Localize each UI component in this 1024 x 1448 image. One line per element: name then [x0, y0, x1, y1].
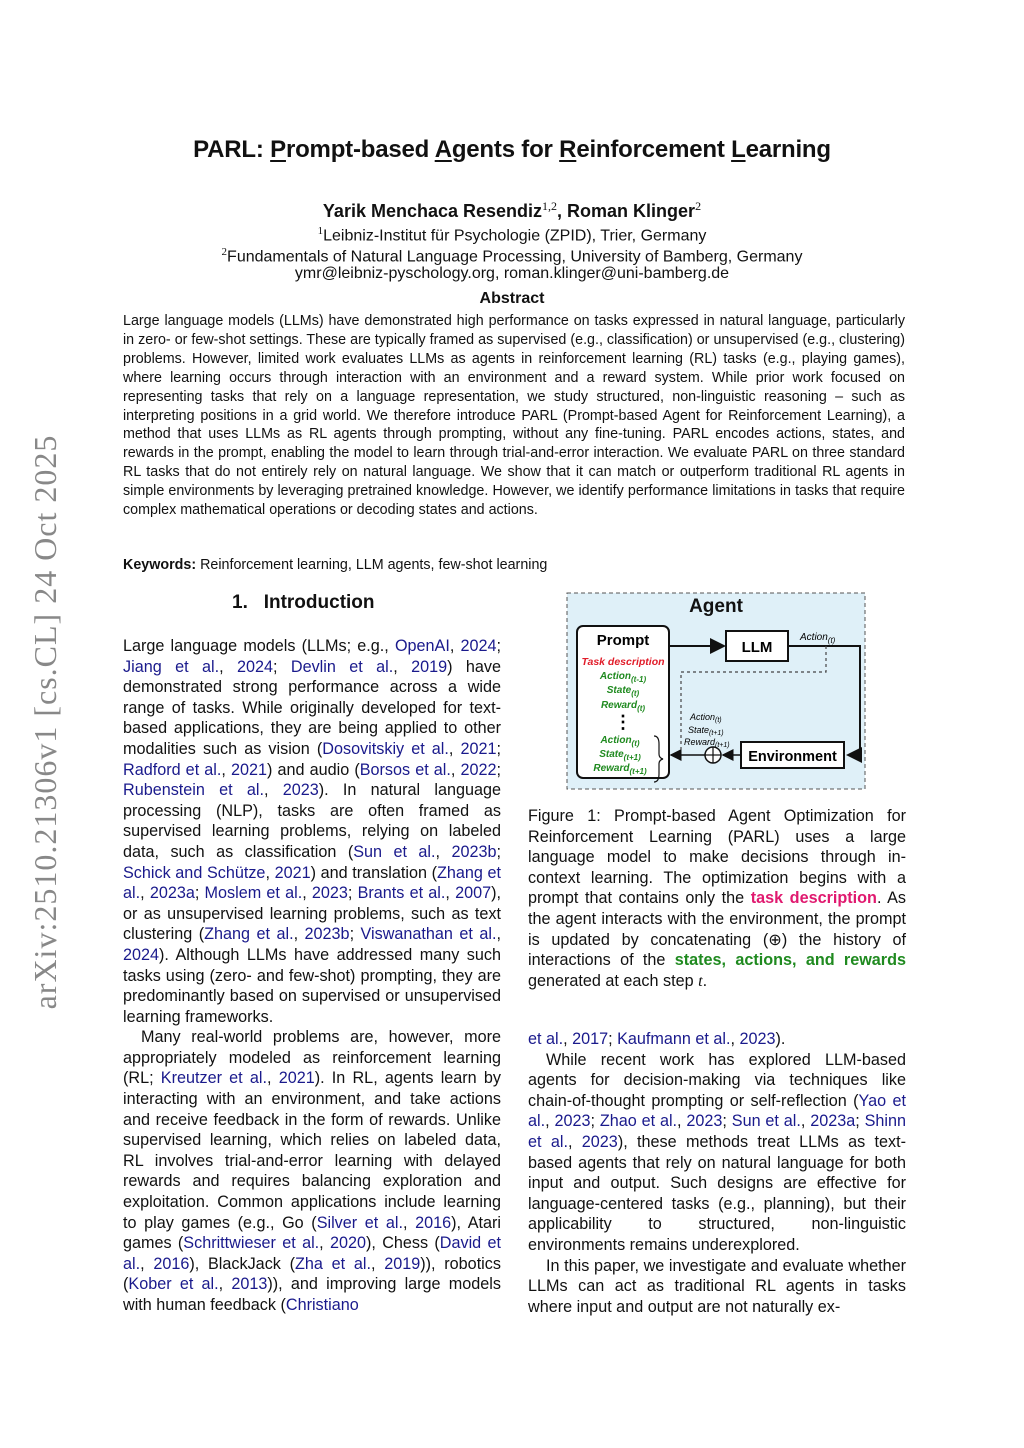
citation-link[interactable]: 2021: [278, 1069, 315, 1088]
body-text: ;: [590, 1112, 600, 1131]
body-text: ,: [445, 884, 456, 903]
citation-link[interactable]: Devlin et al.: [290, 657, 394, 676]
citation-link[interactable]: 2023: [686, 1112, 723, 1131]
body-text: ;: [347, 884, 358, 903]
title-initial-r: R: [559, 136, 577, 163]
feedback-reward: Reward$_{(t+1)}$: [684, 737, 730, 749]
section-number: 1.: [232, 592, 248, 613]
task-description-label: Task description: [581, 656, 665, 668]
prompt-reward-next: Reward$_{(t+1)}$: [593, 763, 647, 776]
title-word: rompt-based: [285, 136, 435, 163]
caption-step-variable: t: [698, 971, 703, 990]
body-text: ), Chess (: [366, 1234, 440, 1253]
prompt-label: Prompt: [596, 632, 650, 649]
citation-link[interactable]: 2023b: [451, 842, 497, 861]
body-text: ;: [855, 1112, 865, 1131]
feedback-state: State$_{(t+1)}$: [688, 725, 724, 737]
body-text: ;: [496, 760, 502, 779]
citation-link[interactable]: Rubenstein et al.: [123, 781, 264, 800]
citation-link[interactable]: 2016: [153, 1254, 190, 1273]
intro-left-column: [123, 636, 501, 1316]
title-initial-l: L: [731, 136, 746, 163]
citation-link[interactable]: 2021: [274, 863, 311, 882]
citation-link[interactable]: Brants et al.: [357, 884, 446, 903]
citation-link[interactable]: Radford et al.: [123, 760, 222, 779]
citation-link[interactable]: Kreutzer et al.: [160, 1069, 267, 1088]
body-text: ,: [435, 842, 452, 861]
author-emails: ymr@leibniz-pyschology.org, roman.klinger@uni-bamberg.de: [294, 265, 730, 282]
body-text: ), or as unsupervised learning problems, such as text clustering (: [123, 884, 501, 944]
author-affil-sup: 2: [695, 199, 702, 213]
body-text: ,: [496, 925, 501, 944]
citation-link[interactable]: Sun et al.: [731, 1112, 801, 1131]
citation-link[interactable]: 2023: [554, 1112, 591, 1131]
body-text: ;: [349, 925, 361, 944]
title-word: gents for: [451, 136, 560, 163]
figure-1-diagram: [566, 592, 866, 790]
citation-link[interactable]: 2019: [411, 657, 448, 676]
citation-link[interactable]: 2023a: [149, 884, 195, 903]
body-text: )), and improving large models with human feedback (: [123, 1275, 501, 1314]
body-text: ) and audio (: [267, 760, 360, 779]
paper-title: [100, 136, 924, 164]
citation-link[interactable]: 2023: [739, 1030, 776, 1048]
intro-paragraph-1: [123, 636, 501, 1027]
body-text: In this paper, we investigate and evaluate whether LLMs can act as traditional RL agents in tasks where input and output are not naturally ex-: [528, 1256, 906, 1316]
intro-right-column: [528, 1029, 906, 1317]
intro-paragraph-2-cont: [528, 1029, 906, 1050]
body-text: ).: [775, 1030, 786, 1048]
intro-paragraph-2: [123, 1027, 501, 1315]
caption-end: .: [702, 971, 708, 990]
body-text: ,: [730, 1030, 740, 1048]
citation-link[interactable]: 2022: [460, 760, 497, 779]
body-text: ,: [293, 925, 305, 944]
citation-link[interactable]: et al.: [528, 1030, 564, 1048]
citation-link[interactable]: Yao et al.: [528, 1091, 906, 1131]
caption-text: generated at each step: [528, 971, 699, 990]
citation-link[interactable]: David et al.: [123, 1234, 501, 1273]
citation-link[interactable]: Zha et al.: [295, 1254, 371, 1273]
arxiv-identifier: arXiv:2510.21306v1 [cs.CL] 24 Oct 2025: [27, 434, 63, 1010]
caption-highlight-history: states, actions, and rewards: [674, 951, 906, 970]
body-text: ,: [402, 1213, 416, 1232]
figure-1-caption: [528, 806, 906, 991]
citation-link[interactable]: Borsos et al.: [359, 760, 451, 779]
citation-link[interactable]: Christiano: [285, 1296, 359, 1314]
prompt-state-t: State$_{(t)}$: [606, 685, 640, 698]
author-separator: ,: [557, 201, 568, 221]
body-text: ) and translation (: [310, 863, 437, 882]
citation-link[interactable]: Moslem et al.: [204, 884, 303, 903]
body-text: ;: [272, 657, 291, 676]
citation-link[interactable]: Sun et al.: [353, 842, 436, 861]
body-text: ), BlackJack (: [189, 1254, 296, 1273]
environment-label: Environment: [748, 749, 837, 765]
body-text: ,: [677, 1112, 687, 1131]
body-text: ,: [545, 1112, 555, 1131]
llm-action-label: Action$_{(t)}$: [800, 632, 836, 645]
body-text: ,: [140, 1254, 154, 1273]
intro-paragraph-4: [528, 1256, 906, 1318]
author-name: Yarik Menchaca Resendiz: [322, 201, 543, 221]
body-text: ,: [265, 863, 275, 882]
citation-link[interactable]: Jiang et al.: [123, 657, 220, 676]
body-text: ,: [221, 760, 231, 779]
body-text: ;: [722, 1112, 732, 1131]
citation-link[interactable]: 2023: [282, 781, 319, 800]
citation-link[interactable]: Viswanathan et al.: [360, 925, 497, 944]
body-text: ;: [608, 1030, 618, 1048]
citation-link[interactable]: Silver et al.: [316, 1213, 403, 1232]
citation-link[interactable]: Dosovitskiy et al.: [322, 739, 449, 758]
citation-link[interactable]: Zhang et al.: [123, 863, 502, 903]
title-word: earning: [745, 136, 831, 163]
citation-link[interactable]: 2016: [415, 1213, 452, 1232]
citation-link[interactable]: Schrittwieser et al.: [183, 1234, 320, 1253]
citation-link[interactable]: Zhang et al.: [204, 925, 294, 944]
citation-link[interactable]: 2023: [311, 884, 348, 903]
prompt-action-t: Action$_{(t)}$: [600, 735, 640, 748]
author-affil-sup: 1,2: [542, 199, 558, 213]
body-text: ;: [496, 739, 502, 758]
citation-link[interactable]: 2013: [231, 1275, 268, 1294]
body-text: ,: [567, 1132, 582, 1151]
abstract-heading: Abstract: [479, 290, 545, 307]
caption-text: . As the agent interacts with the environment, the prompt is updated by concatenating (⊕) the history of interactions of the: [528, 889, 906, 970]
prompt-state-next: State$_{(t+1)}$: [599, 749, 641, 762]
prompt-ellipsis: ⋮: [614, 712, 632, 732]
body-text: )), robotics (: [123, 1254, 501, 1294]
body-text: ,: [393, 657, 412, 676]
body-text: ). In RL, agents learn by interacting with an environment, and take actions and receive feedback in the form of rewards. Unlike supervised learning, which relies on labeled data, RL involves trial-and-error learning with delayed rewards and requires balancing exploration and exploitation. Common applications include learning to play games (e.g., Go (: [123, 1069, 501, 1232]
body-text: ,: [218, 1275, 232, 1294]
caption-highlight-task: task description: [750, 889, 877, 908]
citation-link[interactable]: 2020: [329, 1234, 366, 1253]
intro-paragraph-3: [528, 1050, 906, 1256]
body-text: ,: [219, 657, 237, 676]
agent-label: Agent: [689, 596, 743, 617]
body-text: ,: [450, 760, 461, 779]
body-text: ). In natural language processing (NLP), tasks are often framed as supervised learning problems, relying on labeled data, such as classification (: [123, 781, 501, 861]
affil-text: Leibniz-Institut für Psychologie (ZPID), Trier, Germany: [323, 227, 707, 245]
citation-link[interactable]: 2024: [460, 637, 497, 655]
citation-link[interactable]: 2023: [581, 1132, 618, 1151]
citation-link[interactable]: Zhao et al.: [599, 1112, 678, 1131]
body-text: ;: [194, 884, 205, 903]
body-text: ,: [140, 884, 150, 903]
citation-link[interactable]: 2021: [231, 760, 268, 779]
citation-link[interactable]: 2021: [460, 739, 497, 758]
body-text: Many real-world problems are, however, more appropriately modeled as reinforcement learning (RL;: [123, 1028, 501, 1088]
body-text: ), these methods treat LLMs as text-based agents that rely on natural language for both input and output. Such designs are effective for language-centered tasks (e.g., planning), but their applicability to structured, non-linguistic environments remains underexplored.: [528, 1132, 906, 1254]
citation-link[interactable]: 2023b: [304, 925, 350, 944]
citation-link[interactable]: 2024: [236, 657, 273, 676]
body-text: Large language models (LLMs; e.g.,: [123, 637, 395, 655]
body-text: ;: [496, 637, 502, 655]
body-text: While recent work has explored LLM-based agents for decision-making via techniques like chain-of-thought prompting or self-reflection (: [528, 1050, 906, 1110]
citation-link[interactable]: Schick and Schütze: [123, 863, 266, 882]
body-text: ,: [563, 1030, 573, 1048]
citation-link[interactable]: 2019: [384, 1254, 421, 1273]
affil-text: Fundamentals of Natural Language Processing, University of Bamberg, Germany: [227, 248, 803, 266]
citation-link[interactable]: 2007: [455, 884, 492, 903]
body-text: ). Although LLMs have addressed many such tasks using (zero- and few-shot) prompting, they are predominantly based on supervised or unsupervised learning frameworks.: [123, 945, 501, 1026]
feedback-action: Action$_{(t)}$: [690, 712, 722, 724]
section-title: Introduction: [263, 592, 375, 613]
prompt-action-prev: Action$_{(t-1)}$: [599, 671, 647, 684]
title-initial-a: A: [434, 136, 452, 163]
author-name: Roman Klinger: [567, 201, 696, 221]
keywords-text: Reinforcement learning, LLM agents, few-shot learning: [196, 557, 548, 573]
citation-link[interactable]: OpenAI: [394, 637, 450, 655]
body-text: ,: [302, 884, 312, 903]
citation-link[interactable]: 2024: [123, 945, 160, 964]
body-text: ), Atari games (: [123, 1213, 501, 1253]
title-initial-p: P: [270, 136, 286, 163]
body-text: ;: [496, 842, 501, 861]
body-text: ,: [266, 1069, 279, 1088]
body-text: ,: [800, 1112, 811, 1131]
citation-link[interactable]: 2023a: [810, 1112, 856, 1131]
affil-sup: 1: [317, 225, 324, 237]
body-text: ,: [263, 781, 283, 800]
author-list: [100, 199, 924, 222]
body-text: ,: [371, 1254, 385, 1273]
llm-label: LLM: [741, 639, 773, 656]
citation-link[interactable]: Shinn et al.: [528, 1112, 907, 1151]
keywords: [123, 557, 905, 573]
citation-link[interactable]: 2017: [572, 1030, 609, 1048]
body-text: ,: [319, 1234, 330, 1253]
prompt-reward-t: Reward$_{(t)}$: [600, 700, 646, 713]
body-text: ) have demonstrated strong performance across a wide range of tasks. While originally developed for text-based applications, they are being applied to other modalities such as vision (: [123, 657, 502, 758]
title-word: einforcement: [576, 136, 732, 163]
citation-link[interactable]: Kaufmann et al.: [617, 1030, 731, 1048]
body-text: ,: [449, 637, 461, 655]
abstract-body: Large language models (LLMs) have demonstrated high performance on tasks expressed in natural language, particularly in zero- or few-shot settings. These are typically framed as supervised (e.g., classification) or unsupervised (e.g., clustering) problems. However, limited work evaluates LLMs as agents in reinforcement learning (RL) tasks (e.g., playing games), where learning occurs through interaction with an environment and a reward system. While prior work focused on representing tasks that rely on a language representation, we study structured, non-linguistic reasoning – such as interpreting positions in a grid world. We therefore introduce PARL (Prompt-based Agent for Reinforcement Learning), a method that uses LLMs as RL agents through prompting, without any fine-tuning. PARL encodes actions, states, and rewards in the prompt, enabling the model to learn through trial-and-error interaction. We evaluate PARL on three standard RL tasks that do not entirely rely on natural language. We show that it can match or outperform traditional RL agents in simple environments by leveraging pretrained knowledge. However, we identify performance limitations in tasks that require complex mathematical operations or decoding states and actions.: [123, 313, 905, 519]
body-text: ,: [448, 739, 461, 758]
affil-sup: 2: [221, 246, 228, 258]
keywords-label: Keywords:: [123, 557, 197, 573]
citation-link[interactable]: Kober et al.: [128, 1275, 219, 1294]
title-prefix: PARL:: [193, 136, 271, 163]
section-heading: [232, 592, 375, 614]
caption-text: Figure 1: Prompt-based Agent Optimization for Reinforcement Learning (PARL) uses a large language model to make decisions through in-context learning. The optimization begins with a prompt that contains only the: [528, 807, 906, 908]
